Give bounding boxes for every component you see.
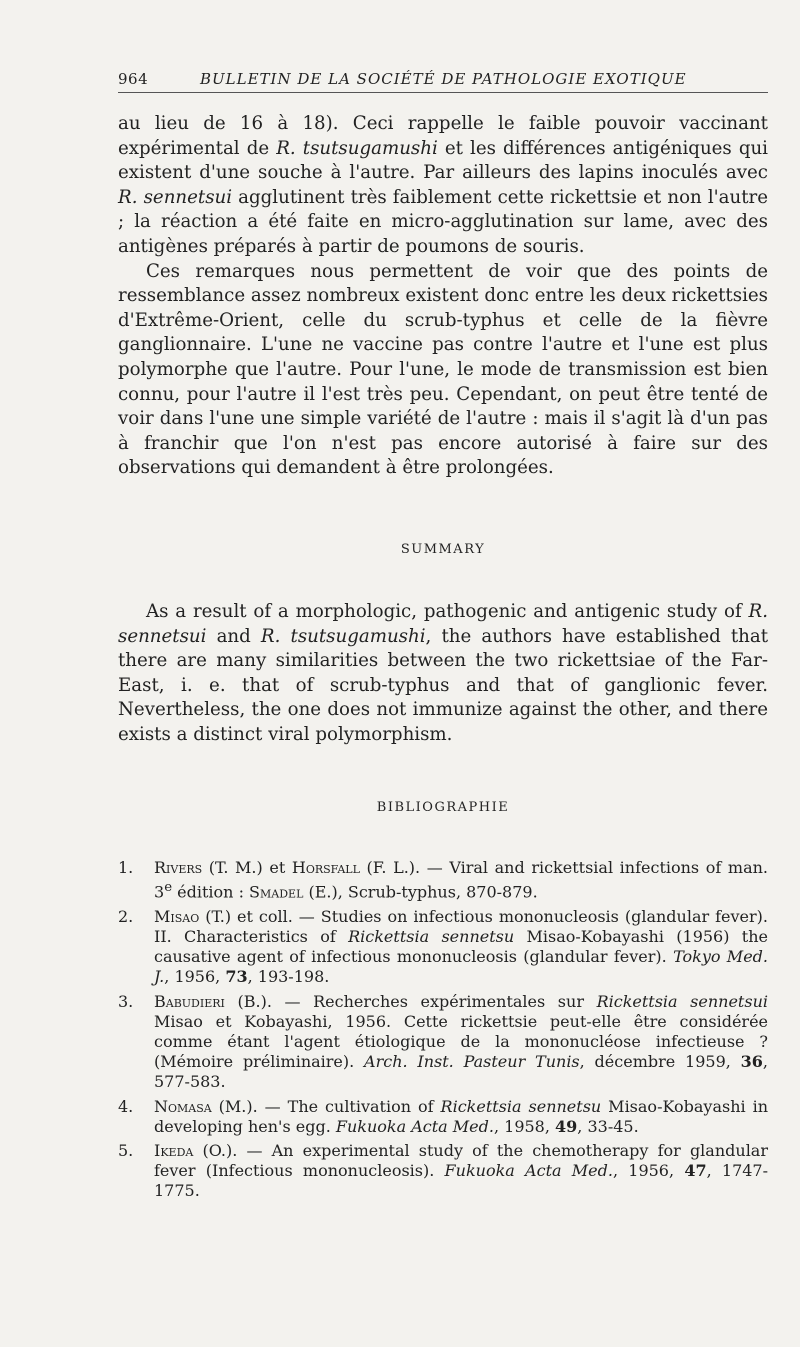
- paragraph-continued: au lieu de 16 à 18). Ceci rappelle le faible pouvoir vaccinant expérimental de R. tsutsugamushi et les différences antigéniques qui existent d'une souche à l'autre. Par ailleurs des lapins inoculés avec R. sennetsui agglutinent très faiblement cette rickettsie et non l'autre ; la réaction a été faite en micro-agglutination sur lame, avec des antigènes préparés à partir de poumons de souris.: [118, 113, 768, 257]
- reference-item: 4. Nomasa (M.). — The cultivation of Rickettsia sennetsu Misao-Kobayashi in developing hen's egg. Fukuoka Acta Med., 1958, 49, 33-45.: [118, 1096, 769, 1136]
- journal-name: Fukuoka Acta Med.: [335, 1116, 494, 1136]
- volume: 49: [555, 1116, 578, 1136]
- summary-text: [118, 600, 768, 748]
- reference-list: [118, 858, 768, 1206]
- species-name: R. sennetsui: [118, 601, 768, 647]
- volume: 73: [225, 967, 248, 987]
- summary-heading: SUMMARY: [400, 542, 486, 557]
- author: Rivers: [154, 858, 203, 877]
- page-number: 964: [118, 70, 149, 88]
- journal-name: Fukuoka Acta Med.: [444, 1161, 613, 1181]
- summary-paragraph: As a result of a morphologic, pathogenic and antigenic study of R. sennetsui and R. tsutsugamushi, the authors have established that there are many similarities between the two rickettsiae of the Far-East, i. e. that of scrub-typhus and that of ganglionic fever. Nevertheless, the one does not immunize against the other, and there exists a distinct viral polymorphism.: [118, 601, 769, 745]
- bibliography-heading: BIBLIOGRAPHIE: [376, 800, 510, 815]
- reference-item: 1. Rivers (T. M.) et Horsfall (F. L.). — Viral and rickettsial infections of man. 3e édition : Smadel (E.), Scrub-typhus, 870-879.: [118, 858, 769, 902]
- running-header: [118, 68, 768, 93]
- author: Horsfall: [291, 858, 360, 877]
- volume: 36: [740, 1052, 763, 1072]
- species-name: R. tsutsugamushi: [276, 137, 438, 159]
- body-text: [118, 112, 768, 481]
- author: Ikeda: [154, 1140, 194, 1160]
- species-name: R. tsutsugamushi: [260, 625, 426, 647]
- author: Nomasa: [154, 1096, 212, 1116]
- author: Misao: [154, 906, 200, 926]
- reference-item: 5. Ikeda (O.). — An experimental study of the chemotherapy for glandular fever (Infectious mononucleosis). Fukuoka Acta Med., 1956, 47, 1747-1775.: [118, 1140, 769, 1201]
- paragraph: Ces remarques nous permettent de voir que des points de ressemblance assez nombreux existent donc entre les deux rickettsies d'Extrême-Orient, celle du scrub-typhus et celle de la fièvre ganglionnaire. L'une ne vaccine pas contre l'autre et l'une est plus polymorphe que l'autre. Pour l'une, le mode de transmission est bien connu, pour l'autre il l'est très peu. Cependant, on peut être tenté de voir dans l'une une simple variété de l'autre : mais il s'agit là d'un pas à franchir que l'on n'est pas encore autorisé à faire sur des observations qui demandent à être prolongées.: [118, 260, 768, 479]
- reference-item: 2. Misao (T.) et coll. — Studies on infectious mononucleosis (glandular fever). II. Characteristics of Rickettsia sennetsu Misao-Kobayashi (1956) the causative agent of infectious mononucleosis (glandular fever). Tokyo Med. J., 1956, 73, 193-198.: [118, 906, 769, 987]
- journal-name: Arch. Inst. Pasteur Tunis: [364, 1052, 580, 1072]
- author: Smadel: [249, 882, 304, 902]
- author: Babudieri: [154, 991, 225, 1011]
- journal-title: BULLETIN DE LA SOCIÉTÉ DE PATHOLOGIE EXOTIQUE: [200, 70, 687, 88]
- reference-item: 3. Babudieri (B.). — Recherches expérimentales sur Rickettsia sennetsui Misao et Kobayashi, 1956. Cette rickettsie peut-elle être considérée comme étant l'agent étiologique de la mononucléose infectieuse ? (Mémoire préliminaire). Arch. Inst. Pasteur Tunis, décembre 1959, 36, 577-583.: [118, 991, 769, 1092]
- journal-name: Tokyo Med. J.: [154, 947, 768, 987]
- volume: 47: [684, 1161, 707, 1181]
- species-name: R. sennetsui: [118, 186, 233, 208]
